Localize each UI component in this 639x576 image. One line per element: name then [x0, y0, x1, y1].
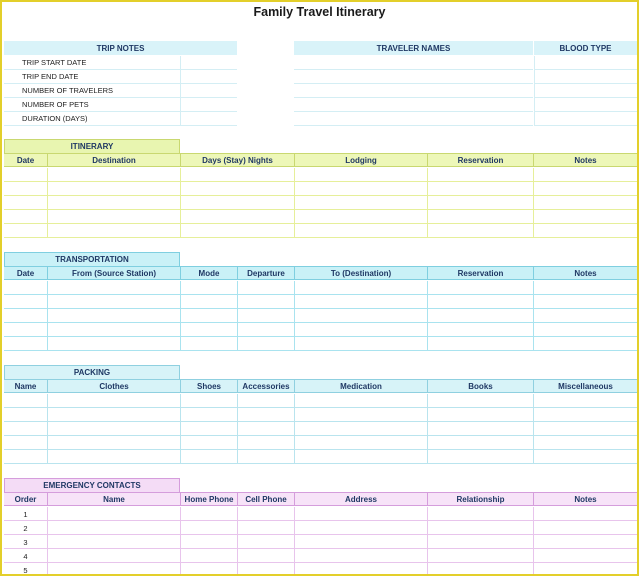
packing-cell[interactable]: [533, 436, 637, 450]
packing-cell[interactable]: [47, 408, 180, 422]
trip-notes-label: DURATION (DAYS): [4, 112, 180, 126]
packing-cell[interactable]: [47, 450, 180, 464]
emergency-cell[interactable]: [47, 535, 180, 549]
itinerary-cell[interactable]: [4, 182, 47, 196]
itinerary-cell[interactable]: [294, 196, 427, 210]
packing-cell[interactable]: [4, 394, 47, 408]
emergency-cell[interactable]: [237, 521, 294, 535]
itinerary-col-header: Date: [16, 155, 35, 165]
packing-cell[interactable]: [180, 408, 237, 422]
transportation-cell[interactable]: [180, 337, 237, 351]
itinerary-cell[interactable]: [4, 196, 47, 210]
emergency-cell[interactable]: [47, 563, 180, 576]
traveler-name-cell[interactable]: [294, 56, 533, 70]
transportation-cell[interactable]: [4, 281, 47, 295]
transportation-col-header: Reservation: [427, 266, 533, 280]
itinerary-cell[interactable]: [533, 210, 637, 224]
blood-type-cell[interactable]: [534, 84, 637, 98]
trip-notes-value-cell[interactable]: [180, 70, 237, 84]
itinerary-col-header: Days (Stay) Nights: [180, 153, 294, 167]
transportation-cell[interactable]: [4, 309, 47, 323]
itinerary-col-header: Destination: [47, 153, 180, 167]
emergency-col-header: Cell Phone: [237, 492, 294, 506]
packing-cell[interactable]: [47, 422, 180, 436]
transportation-cell[interactable]: [533, 295, 637, 309]
packing-cell[interactable]: [294, 450, 427, 464]
itinerary-cell[interactable]: [180, 196, 294, 210]
traveler-name-cell[interactable]: [294, 98, 533, 112]
transportation-cell[interactable]: [427, 337, 533, 351]
packing-cell[interactable]: [4, 422, 47, 436]
itinerary-cell[interactable]: [294, 224, 427, 238]
transportation-cell[interactable]: [47, 281, 180, 295]
transportation-cell[interactable]: [180, 323, 237, 337]
packing-col-header: Shoes: [180, 379, 237, 393]
packing-cell[interactable]: [180, 450, 237, 464]
emergency-cell[interactable]: [294, 535, 427, 549]
trip-notes-header: TRIP NOTES: [4, 41, 237, 55]
emergency-cell[interactable]: [427, 563, 533, 576]
itinerary-cell[interactable]: [47, 196, 180, 210]
itinerary-cell[interactable]: [427, 210, 533, 224]
itinerary-cell[interactable]: [180, 210, 294, 224]
transportation-cell[interactable]: [533, 309, 637, 323]
emergency-cell[interactable]: [180, 563, 237, 576]
itinerary-cell[interactable]: [427, 168, 533, 182]
packing-cell[interactable]: [4, 408, 47, 422]
trip-notes-label: TRIP START DATE: [4, 56, 180, 70]
emergency-cell[interactable]: [180, 549, 237, 563]
itinerary-cell[interactable]: [180, 182, 294, 196]
emergency-cell[interactable]: [533, 563, 637, 576]
packing-cell[interactable]: [533, 408, 637, 422]
emergency-order-number: 5: [23, 565, 28, 575]
itinerary-cell[interactable]: [47, 168, 180, 182]
traveler-names-header: TRAVELER NAMES: [294, 41, 533, 55]
transportation-col-header: To (Destination): [294, 266, 427, 280]
transportation-cell[interactable]: [294, 281, 427, 295]
traveler-name-cell[interactable]: [294, 70, 533, 84]
packing-cell[interactable]: [237, 408, 294, 422]
itinerary-cell[interactable]: [180, 168, 294, 182]
blood-type-cell[interactable]: [534, 70, 637, 84]
itinerary-col-header: Notes: [533, 153, 637, 167]
emergency-cell[interactable]: [294, 507, 427, 521]
itinerary-cell[interactable]: [294, 210, 427, 224]
packing-cell[interactable]: [237, 450, 294, 464]
itinerary-cell[interactable]: [4, 224, 47, 238]
trip-notes-value-cell[interactable]: [180, 56, 237, 70]
emergency-order-number: 1: [23, 509, 28, 519]
packing-cell[interactable]: [427, 394, 533, 408]
packing-cell[interactable]: [4, 436, 47, 450]
packing-cell[interactable]: [427, 450, 533, 464]
itinerary-cell[interactable]: [47, 210, 180, 224]
packing-col-header: Books: [427, 379, 533, 393]
itinerary-cell[interactable]: [427, 224, 533, 238]
packing-col-header: Name: [14, 381, 37, 391]
packing-col-header: Miscellaneous: [533, 379, 637, 393]
transportation-cell[interactable]: [294, 309, 427, 323]
transportation-cell[interactable]: [180, 309, 237, 323]
emergency-cell[interactable]: [180, 535, 237, 549]
packing-cell[interactable]: [533, 450, 637, 464]
blood-type-cell[interactable]: [534, 98, 637, 112]
itinerary-title: ITINERARY: [4, 139, 180, 153]
emergency-cell[interactable]: [237, 535, 294, 549]
emergency-col-header: Order: [14, 494, 37, 504]
packing-cell[interactable]: [294, 408, 427, 422]
itinerary-cell[interactable]: [180, 224, 294, 238]
emergency-cell[interactable]: [533, 535, 637, 549]
emergency-col-header: Address: [294, 492, 427, 506]
emergency-cell[interactable]: [237, 507, 294, 521]
itinerary-col-header: Lodging: [294, 153, 427, 167]
blood-type-cell[interactable]: [534, 112, 637, 126]
itinerary-cell[interactable]: [47, 182, 180, 196]
itinerary-cell[interactable]: [533, 224, 637, 238]
transportation-cell[interactable]: [427, 281, 533, 295]
trip-notes-value-cell[interactable]: [180, 112, 237, 126]
transportation-cell[interactable]: [180, 295, 237, 309]
itinerary-cell[interactable]: [294, 182, 427, 196]
transportation-cell[interactable]: [237, 309, 294, 323]
emergency-cell[interactable]: [47, 549, 180, 563]
emergency-cell[interactable]: [180, 521, 237, 535]
transportation-cell[interactable]: [4, 295, 47, 309]
emergency-cell[interactable]: [180, 507, 237, 521]
trip-notes-label: NUMBER OF PETS: [4, 98, 180, 112]
traveler-name-cell[interactable]: [294, 84, 533, 98]
itinerary-cell[interactable]: [533, 196, 637, 210]
emergency-cell[interactable]: [533, 521, 637, 535]
itinerary-cell[interactable]: [427, 196, 533, 210]
packing-col-header: Medication: [294, 379, 427, 393]
packing-cell[interactable]: [427, 436, 533, 450]
transportation-col-header: Notes: [533, 266, 637, 280]
emergency-title: EMERGENCY CONTACTS: [4, 478, 180, 492]
emergency-order-number: 2: [23, 523, 28, 533]
traveler-name-cell[interactable]: [294, 112, 533, 126]
transportation-cell[interactable]: [237, 281, 294, 295]
emergency-col-header: Notes: [533, 492, 637, 506]
emergency-col-header: Name: [47, 492, 180, 506]
packing-cell[interactable]: [533, 394, 637, 408]
emergency-cell[interactable]: [237, 563, 294, 576]
transportation-cell[interactable]: [294, 337, 427, 351]
emergency-col-header: Home Phone: [180, 492, 237, 506]
transportation-cell[interactable]: [47, 323, 180, 337]
itinerary-cell[interactable]: [4, 210, 47, 224]
transportation-col-header: Departure: [237, 266, 294, 280]
itinerary-cell[interactable]: [294, 168, 427, 182]
blood-type-cell[interactable]: [534, 56, 637, 70]
emergency-cell[interactable]: [47, 507, 180, 521]
packing-col-header: Accessories: [237, 379, 294, 393]
emergency-cell[interactable]: [427, 535, 533, 549]
packing-cell[interactable]: [4, 450, 47, 464]
packing-title: PACKING: [4, 365, 180, 379]
emergency-cell[interactable]: [294, 521, 427, 535]
packing-cell[interactable]: [427, 422, 533, 436]
packing-cell[interactable]: [533, 422, 637, 436]
transportation-cell[interactable]: [180, 281, 237, 295]
transportation-cell[interactable]: [294, 295, 427, 309]
emergency-cell[interactable]: [47, 521, 180, 535]
packing-cell[interactable]: [180, 422, 237, 436]
transportation-cell[interactable]: [533, 323, 637, 337]
trip-notes-label: NUMBER OF TRAVELERS: [4, 84, 180, 98]
packing-cell[interactable]: [237, 394, 294, 408]
packing-cell[interactable]: [180, 436, 237, 450]
blood-type-header: BLOOD TYPE: [534, 41, 637, 55]
transportation-cell[interactable]: [237, 337, 294, 351]
transportation-cell[interactable]: [47, 337, 180, 351]
emergency-order-number: 3: [23, 537, 28, 547]
packing-cell[interactable]: [237, 422, 294, 436]
emergency-cell[interactable]: [237, 549, 294, 563]
emergency-cell[interactable]: [533, 507, 637, 521]
page-title: Family Travel Itinerary: [253, 5, 386, 19]
emergency-cell[interactable]: [533, 549, 637, 563]
transportation-title: TRANSPORTATION: [4, 252, 180, 266]
transportation-cell[interactable]: [4, 337, 47, 351]
transportation-cell[interactable]: [427, 309, 533, 323]
itinerary-cell[interactable]: [47, 224, 180, 238]
packing-cell[interactable]: [47, 436, 180, 450]
transportation-col-header: Mode: [180, 266, 237, 280]
emergency-cell[interactable]: [427, 507, 533, 521]
transportation-cell[interactable]: [4, 323, 47, 337]
transportation-col-header: Date: [16, 268, 35, 278]
transportation-cell[interactable]: [427, 323, 533, 337]
packing-cell[interactable]: [294, 394, 427, 408]
packing-cell[interactable]: [427, 408, 533, 422]
trip-notes-value-cell[interactable]: [180, 98, 237, 112]
packing-cell[interactable]: [180, 394, 237, 408]
packing-cell[interactable]: [47, 394, 180, 408]
emergency-cell[interactable]: [294, 549, 427, 563]
emergency-cell[interactable]: [294, 563, 427, 576]
packing-cell[interactable]: [294, 436, 427, 450]
itinerary-cell[interactable]: [427, 182, 533, 196]
itinerary-col-header: Reservation: [427, 153, 533, 167]
transportation-cell[interactable]: [47, 295, 180, 309]
transportation-cell[interactable]: [533, 337, 637, 351]
trip-notes-value-cell[interactable]: [180, 84, 237, 98]
transportation-cell[interactable]: [294, 323, 427, 337]
itinerary-cell[interactable]: [4, 168, 47, 182]
transportation-cell[interactable]: [47, 309, 180, 323]
emergency-cell[interactable]: [427, 521, 533, 535]
trip-notes-label: TRIP END DATE: [4, 70, 180, 84]
itinerary-cell[interactable]: [533, 182, 637, 196]
transportation-cell[interactable]: [427, 295, 533, 309]
emergency-order-number: 4: [23, 551, 28, 561]
transportation-cell[interactable]: [237, 295, 294, 309]
transportation-col-header: From (Source Station): [47, 266, 180, 280]
transportation-cell[interactable]: [237, 323, 294, 337]
transportation-cell[interactable]: [533, 281, 637, 295]
itinerary-cell[interactable]: [533, 168, 637, 182]
emergency-cell[interactable]: [427, 549, 533, 563]
emergency-col-header: Relationship: [427, 492, 533, 506]
packing-col-header: Clothes: [47, 379, 180, 393]
packing-cell[interactable]: [237, 436, 294, 450]
packing-cell[interactable]: [294, 422, 427, 436]
